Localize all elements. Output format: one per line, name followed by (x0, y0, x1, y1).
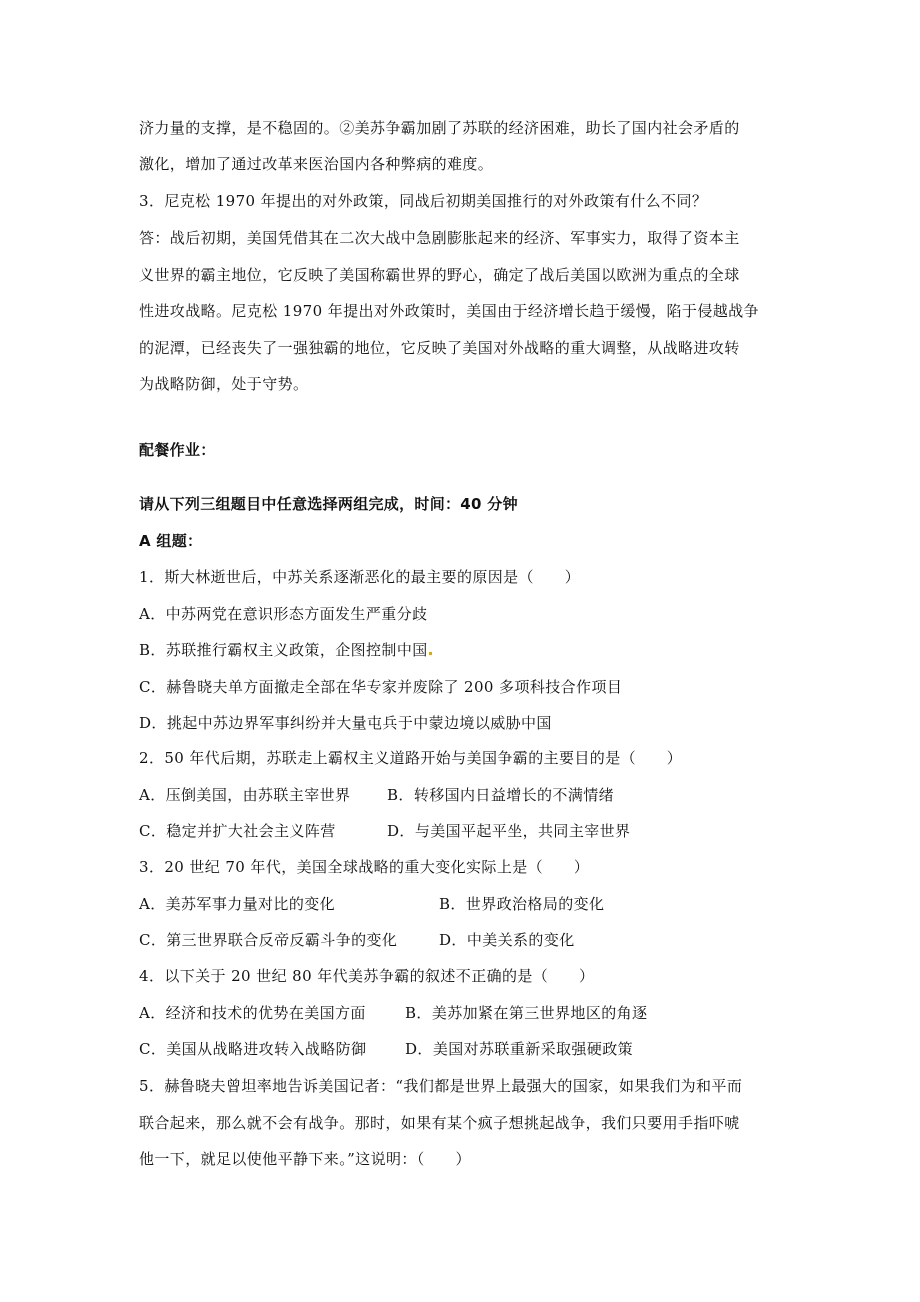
mc-question-3-option-c: C．第三世界联合反帝反霸斗争的变化 (139, 931, 398, 949)
mc-question-4-option-a: A．经济和技术的优势在美国方面 (139, 1004, 366, 1022)
homework-heading: 配餐作业： (139, 441, 216, 459)
mc-question-1-option-a: A．中苏两党在意识形态方面发生严重分歧 (139, 605, 428, 623)
group-a-heading: A 组题： (139, 532, 203, 550)
mc-question-1-option-d: D．挑起中苏边界军事纠纷并大量屯兵于中蒙边境以威胁中国 (139, 714, 552, 732)
mc-question-1-option-b: B．苏联推行霸权主义政策，企图控制中国 (139, 641, 428, 659)
mc-question-1-option-b-row (139, 640, 432, 660)
mc-question-2-stem: 2．50 年代后期，苏联走上霸权主义道路开始与美国争霸的主要目的是（ ） (139, 749, 683, 767)
answer-line: 性进攻战略。尼克松 1970 年提出对外政策时，美国由于经济增长趋于缓慢，陷于侵越战争 (139, 302, 759, 320)
mc-question-1-option-c: C．赫鲁晓夫单方面撤走全部在华专家并废除了 200 多项科技合作项目 (139, 678, 623, 696)
mc-question-2-option-c: C．稳定并扩大社会主义阵营 (139, 822, 336, 840)
answer-line: 义世界的霸主地位，它反映了美国称霸世界的野心，确定了战后美国以欧洲为重点的全球 (139, 266, 740, 284)
mc-question-5-stem-line: 5．赫鲁晓夫曾坦率地告诉美国记者：“我们都是世界上最强大的国家，如果我们为和平而 (139, 1077, 743, 1095)
prev-answer-line-2: 激化，增加了通过改革来医治国内各种弊病的难度。 (139, 155, 494, 173)
mc-question-3-stem: 3．20 世纪 70 年代，美国全球战略的重大变化实际上是（ ） (139, 858, 590, 876)
mc-question-1-stem: 1．斯大林逝世后，中苏关系逐渐恶化的最主要的原因是（ ） (139, 568, 581, 586)
mc-question-3-option-a: A．美苏军事力量对比的变化 (139, 895, 336, 913)
mc-question-2-option-a: A．压倒美国，由苏联主宰世界 (139, 786, 351, 804)
answer-line: 答：战后初期，美国凭借其在二次大战中急剧膨胀起来的经济、军事实力，取得了资本主 (139, 229, 740, 247)
mc-question-4-option-c: C．美国从战略进攻转入战略防御 (139, 1040, 367, 1058)
mc-question-4-option-d: D．美国对苏联重新采取强硬政策 (405, 1040, 634, 1058)
mc-question-5-stem-line: 他一下，就足以使他平静下来。”这说明：（ ） (139, 1150, 471, 1168)
cursor-mark (429, 652, 432, 655)
mc-question-2-option-b: B．转移国内日益增长的不满情绪 (387, 786, 615, 804)
mc-question-3-option-b: B．世界政治格局的变化 (439, 895, 605, 913)
answer-line: 的泥潭，已经丧失了一强独霸的地位，它反映了美国对外战略的重大调整，从战略进攻转 (139, 339, 740, 357)
mc-question-4-stem: 4．以下关于 20 世纪 80 年代美苏争霸的叙述不正确的是（ ） (139, 967, 595, 985)
mc-question-2-option-d: D．与美国平起平坐，共同主宰世界 (387, 822, 631, 840)
prev-answer-line-1: 济力量的支撑，是不稳固的。②美苏争霸加剧了苏联的经济困难，助长了国内社会矛盾的 (139, 119, 740, 137)
answer-line: 为战略防御，处于守势。 (139, 375, 309, 393)
mc-question-3-option-d: D．中美关系的变化 (439, 931, 575, 949)
question-3-heading: 3．尼克松 1970 年提出的对外政策，同战后初期美国推行的对外政策有什么不同？ (139, 192, 708, 210)
mc-question-4-option-b: B．美苏加紧在第三世界地区的角逐 (405, 1004, 648, 1022)
homework-instruction: 请从下列三组题目中任意选择两组完成，时间：40 分钟 (139, 495, 518, 513)
mc-question-5-stem-line: 联合起来，那么就不会有战争。那时，如果有某个疯子想挑起战争，我们只要用手指吓唬 (139, 1114, 740, 1132)
